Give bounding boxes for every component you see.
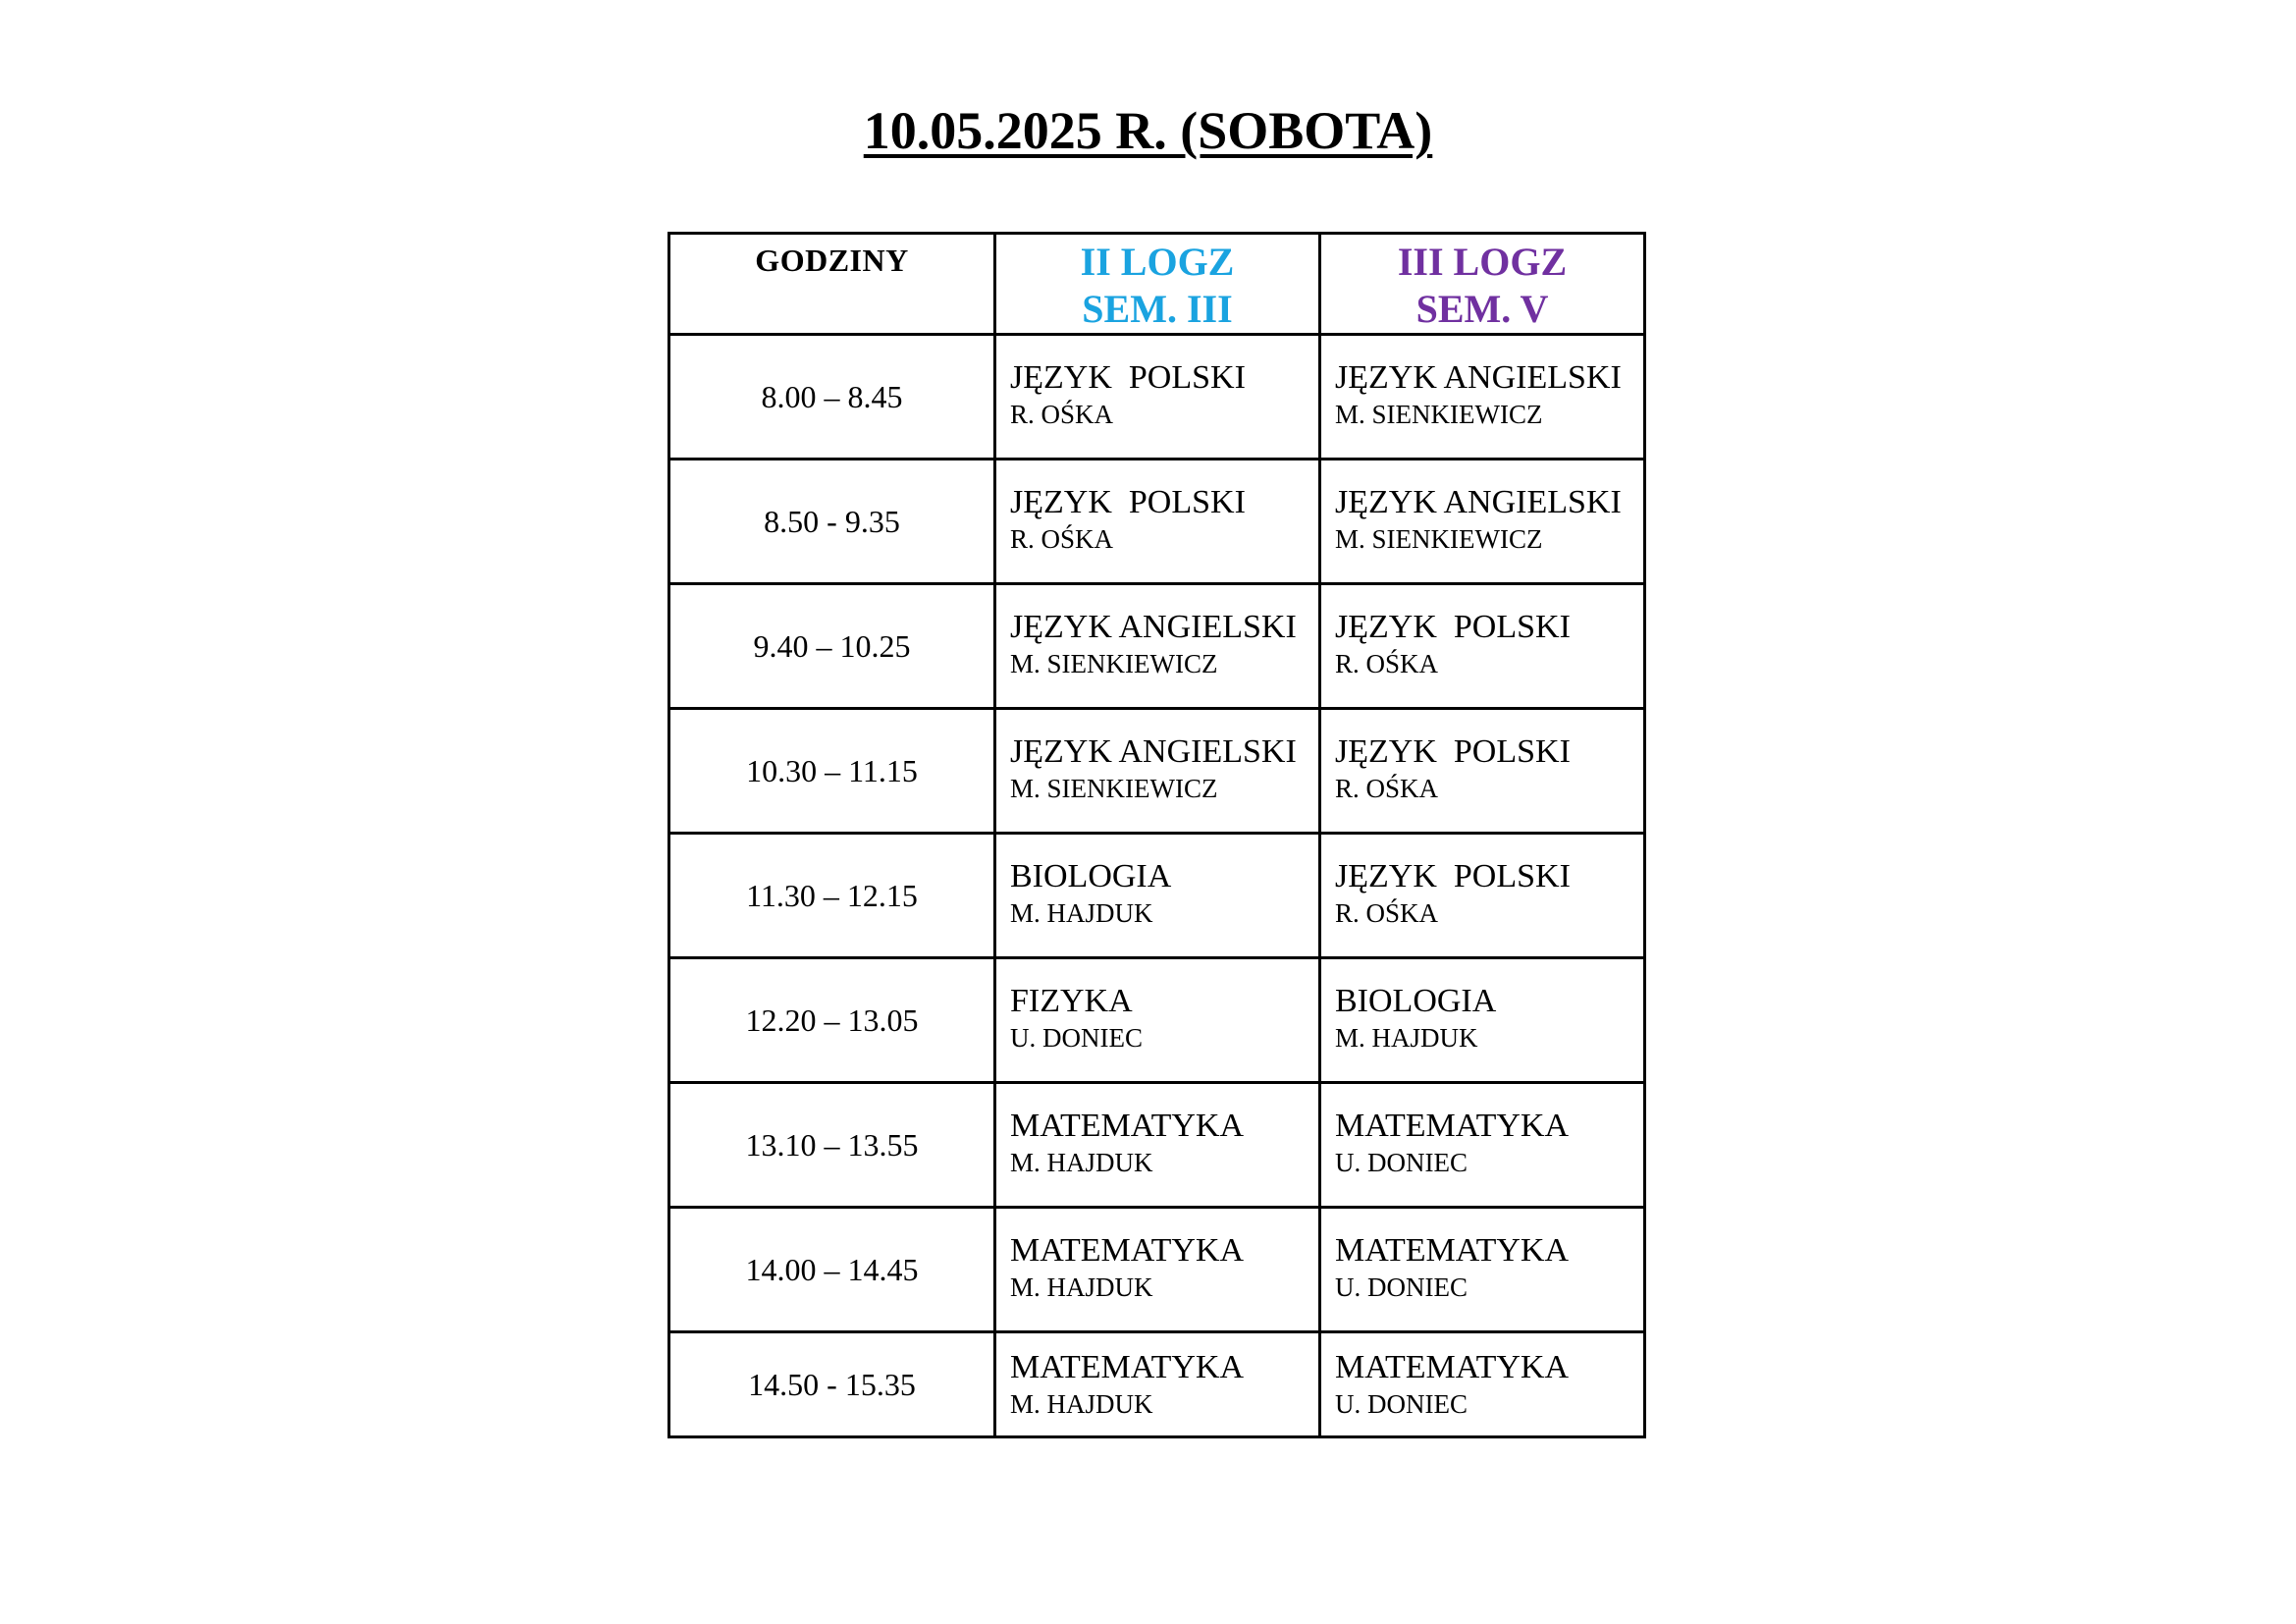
- lesson-cell-group-a: [995, 709, 1320, 834]
- header-group-b-cell: [1320, 234, 1645, 335]
- teacher-name: U. DONIEC: [1010, 1023, 1143, 1053]
- header-group-b: [1321, 239, 1643, 333]
- teacher-name: M. SIENKIEWICZ: [1010, 649, 1218, 678]
- subject-name: JĘZYK ANGIELSKI: [1010, 733, 1297, 770]
- subject-name: JĘZYK ANGIELSKI: [1335, 359, 1622, 396]
- header-row: [669, 234, 1645, 335]
- time-cell: 13.10 – 13.55: [669, 1083, 995, 1208]
- subject-name: BIOLOGIA: [1335, 983, 1497, 1019]
- teacher-name: U. DONIEC: [1335, 1272, 1468, 1302]
- header-group-a-class: II LOGZ: [1080, 240, 1235, 284]
- header-time-label: GODZINY: [755, 243, 909, 278]
- lesson-cell-group-a: [995, 335, 1320, 460]
- lesson-row: [669, 460, 1645, 584]
- lesson-row: [669, 958, 1645, 1083]
- lesson-cell-group-b: [1320, 335, 1645, 460]
- time-cell: 14.00 – 14.45: [669, 1208, 995, 1332]
- teacher-name: U. DONIEC: [1335, 1148, 1468, 1177]
- subject-name: JĘZYK POLSKI: [1010, 359, 1246, 396]
- lesson-cell-group-b: [1320, 958, 1645, 1083]
- header-group-a-semester: SEM. III: [1082, 287, 1233, 331]
- time-cell: 8.00 – 8.45: [669, 335, 995, 460]
- teacher-name: R. OŚKA: [1010, 400, 1114, 429]
- lesson-cell-group-b: [1320, 1083, 1645, 1208]
- page-title: 10.05.2025 R. (SOBOTA): [863, 101, 1433, 160]
- lesson-cell-group-b: [1320, 709, 1645, 834]
- subject-name: FIZYKA: [1010, 983, 1133, 1019]
- subject-name: JĘZYK POLSKI: [1335, 733, 1571, 770]
- lesson-cell-group-b: [1320, 584, 1645, 709]
- schedule-table: [667, 232, 1646, 1438]
- subject-name: MATEMATYKA: [1335, 1232, 1569, 1269]
- teacher-name: R. OŚKA: [1335, 649, 1439, 678]
- lesson-cell-group-a: [995, 460, 1320, 584]
- time-cell: 11.30 – 12.15: [669, 834, 995, 958]
- time-cell: 9.40 – 10.25: [669, 584, 995, 709]
- subject-name: JĘZYK ANGIELSKI: [1010, 609, 1297, 645]
- teacher-name: R. OŚKA: [1335, 774, 1439, 803]
- subject-name: JĘZYK POLSKI: [1335, 609, 1571, 645]
- lesson-cell-group-a: [995, 834, 1320, 958]
- lesson-cell-group-b: [1320, 1208, 1645, 1332]
- header-group-a-cell: [995, 234, 1320, 335]
- teacher-name: R. OŚKA: [1335, 898, 1439, 928]
- lesson-cell-group-a: [995, 1332, 1320, 1437]
- subject-name: MATEMATYKA: [1010, 1349, 1244, 1385]
- lesson-row: [669, 709, 1645, 834]
- header-group-a: [996, 239, 1318, 333]
- teacher-name: R. OŚKA: [1010, 524, 1114, 554]
- subject-name: MATEMATYKA: [1010, 1108, 1244, 1144]
- subject-name: MATEMATYKA: [1010, 1232, 1244, 1269]
- lesson-row: [669, 584, 1645, 709]
- header-group-b-class: III LOGZ: [1397, 240, 1568, 284]
- teacher-name: M. SIENKIEWICZ: [1010, 774, 1218, 803]
- subject-name: MATEMATYKA: [1335, 1108, 1569, 1144]
- teacher-name: M. HAJDUK: [1010, 1148, 1153, 1177]
- lesson-cell-group-b: [1320, 834, 1645, 958]
- time-cell: 14.50 - 15.35: [669, 1332, 995, 1437]
- teacher-name: M. HAJDUK: [1010, 1272, 1153, 1302]
- header-time-cell: [669, 234, 995, 335]
- teacher-name: M. HAJDUK: [1335, 1023, 1478, 1053]
- lesson-row: [669, 1332, 1645, 1437]
- subject-name: JĘZYK POLSKI: [1010, 484, 1246, 520]
- lesson-cell-group-a: [995, 1083, 1320, 1208]
- lesson-cell-group-b: [1320, 1332, 1645, 1437]
- subject-name: JĘZYK POLSKI: [1335, 858, 1571, 894]
- lesson-cell-group-a: [995, 1208, 1320, 1332]
- teacher-name: M. HAJDUK: [1010, 1389, 1153, 1419]
- subject-name: MATEMATYKA: [1335, 1349, 1569, 1385]
- lesson-cell-group-a: [995, 584, 1320, 709]
- lesson-row: [669, 335, 1645, 460]
- lesson-row: [669, 1208, 1645, 1332]
- time-cell: 10.30 – 11.15: [669, 709, 995, 834]
- teacher-name: M. SIENKIEWICZ: [1335, 524, 1543, 554]
- teacher-name: U. DONIEC: [1335, 1389, 1468, 1419]
- time-cell: 12.20 – 13.05: [669, 958, 995, 1083]
- lesson-row: [669, 834, 1645, 958]
- lesson-row: [669, 1083, 1645, 1208]
- teacher-name: M. HAJDUK: [1010, 898, 1153, 928]
- teacher-name: M. SIENKIEWICZ: [1335, 400, 1543, 429]
- subject-name: JĘZYK ANGIELSKI: [1335, 484, 1622, 520]
- subject-name: BIOLOGIA: [1010, 858, 1172, 894]
- lesson-cell-group-a: [995, 958, 1320, 1083]
- time-cell: 8.50 - 9.35: [669, 460, 995, 584]
- lesson-cell-group-b: [1320, 460, 1645, 584]
- header-group-b-semester: SEM. V: [1415, 287, 1549, 331]
